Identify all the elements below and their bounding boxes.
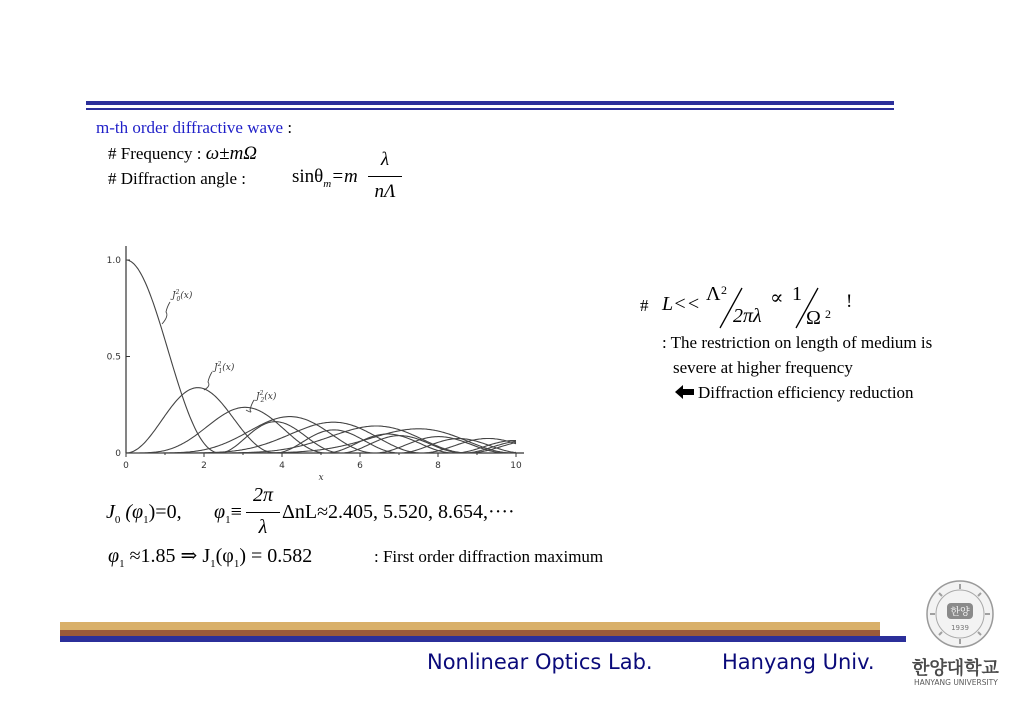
section-title-colon: :	[287, 118, 293, 137]
diffraction-eq: =m	[331, 166, 358, 187]
note-bang: !	[846, 291, 853, 312]
eq2-phi-sub: 1	[119, 558, 125, 570]
diffraction-sin-theta: sinθ	[292, 166, 324, 187]
eq1-den: λ	[258, 516, 268, 538]
x-tick-label: 8	[435, 461, 441, 471]
eq2-wrap	[108, 546, 312, 574]
logo-korean: 한양대학교	[912, 658, 999, 679]
curve-label-1: $J^2$ 1(x)	[214, 361, 235, 375]
eq1-equiv: ≡	[230, 501, 242, 523]
eq2-j-sub: 1	[210, 558, 216, 570]
eq1-phi-b: φ	[214, 501, 226, 523]
note-sup2b: 2	[825, 307, 831, 321]
footer-bar-blue	[60, 636, 906, 642]
curve-leader-0	[162, 302, 170, 324]
diffraction-fraction-bar	[368, 176, 402, 177]
eq2-arg: (φ	[215, 545, 234, 567]
footer-univ: Hanyang Univ.	[722, 650, 875, 674]
x-tick-label: 4	[279, 461, 285, 471]
eq1-phi-b-sub: 1	[225, 514, 231, 526]
note-one: 1	[792, 283, 802, 305]
note-propto: ∝	[770, 287, 784, 309]
eq1-phi-a-sub: 1	[143, 514, 149, 526]
curve-label-0: $J^2$ 0(x)	[172, 289, 193, 303]
diffraction-numerator: λ	[380, 149, 390, 170]
eq1-phi-a: (φ	[125, 501, 144, 523]
diffraction-label: # Diffraction angle :	[108, 169, 247, 188]
seal-text: 한양	[950, 607, 970, 618]
eq2-phi: φ	[108, 545, 120, 567]
frequency-line	[108, 144, 257, 164]
section-title	[96, 118, 292, 138]
y-tick-label: 0.5	[106, 352, 121, 363]
y-tick-label: 1.0	[106, 256, 121, 266]
frequency-formula: ω±mΩ	[205, 143, 258, 164]
bessel-chart	[100, 232, 540, 482]
eq2-approx: ≈1.85 ⇒ J	[129, 545, 211, 567]
eq2-note: : First order diffraction maximum	[374, 547, 604, 566]
eq1-phi-b-wrap	[214, 502, 242, 530]
header-rule-thin	[86, 108, 894, 110]
note-omega: Ω	[806, 307, 821, 329]
note-line3: Diffraction efficiency reduction	[698, 383, 914, 402]
frequency-label: # Frequency :	[108, 144, 202, 163]
logo-english: HANYANG UNIVERSITY	[914, 678, 998, 687]
diffraction-denominator: nΛ	[374, 181, 396, 202]
x-tick-label: 10	[510, 461, 522, 471]
eq1-eq0: )=0,	[148, 501, 182, 523]
eq1-j0: J	[106, 501, 115, 523]
eq2-arg-sub: 1	[233, 558, 240, 570]
note-two-pi-lambda: 2πλ	[733, 305, 762, 327]
footer-bar-tan	[60, 622, 880, 630]
eq1-rest: ΔnL≈2.405, 5.520, 8.654,····	[282, 501, 515, 523]
eq1-lhs	[106, 502, 182, 530]
bessel-curve-order-3	[126, 417, 516, 453]
seal-year: 1939	[951, 624, 969, 632]
eq1-j0-sub: 0	[114, 514, 121, 526]
diffraction-lhs	[292, 167, 358, 194]
curve-label-2: $J^2$ 2(x)	[256, 390, 277, 404]
left-arrow-icon	[675, 385, 695, 399]
curve-leader-2	[246, 400, 254, 412]
x-tick-label: 6	[357, 461, 363, 471]
x-tick-label: 0	[123, 461, 129, 471]
eq1-num: 2π	[252, 484, 274, 506]
note-sup2a: 2	[721, 283, 727, 297]
note-line3-wrap	[675, 383, 914, 403]
diffraction-sub-m: m	[323, 177, 332, 190]
bessel-curve-order-2	[126, 407, 516, 453]
x-tick-label: 2	[201, 461, 207, 471]
eq1-fraction-bar	[246, 512, 280, 513]
curve-leader-1	[204, 372, 212, 390]
university-seal-logo	[925, 578, 995, 650]
x-axis-label: x	[318, 473, 324, 482]
section-title-text: m-th order diffractive wave	[96, 118, 284, 137]
note-line2: severe at higher frequency	[673, 358, 853, 377]
eq2-val: ) = 0.582	[239, 545, 313, 567]
note-lambda: Λ	[706, 283, 721, 305]
note-line1: : The restriction on length of medium is	[662, 333, 933, 352]
y-tick-label: 0	[115, 449, 121, 459]
footer-lab: Nonlinear Optics Lab.	[427, 650, 653, 674]
note-L: L<<	[662, 293, 701, 315]
header-rule-thick	[86, 101, 894, 105]
note-hash: #	[640, 296, 649, 315]
